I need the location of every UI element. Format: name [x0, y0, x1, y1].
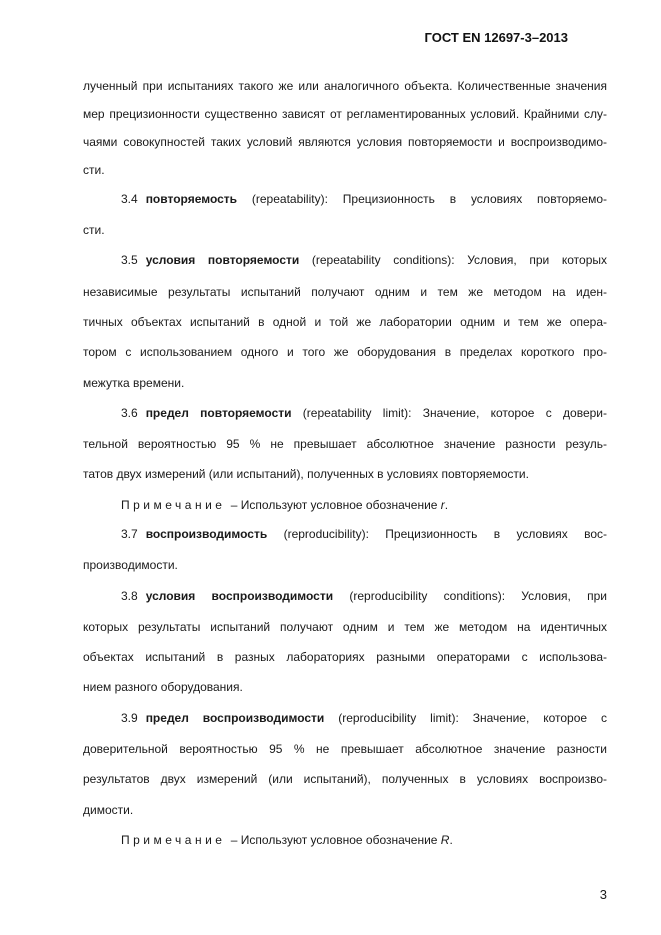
- definition-3-5-line-3: тичных объектах испытаний в одной и той же лаборатории одним и тем же опера-: [83, 315, 607, 329]
- definition-text: (reproducibility): Прецизионность в условиях вос-: [267, 527, 607, 541]
- definition-3-5-line-4: тором с использованием одного и того же оборудования в пределах короткого про-: [83, 345, 607, 359]
- definition-3-8: [121, 589, 607, 603]
- definition-text: (repeatability limit): Значение, которое с довери-: [291, 406, 608, 420]
- note-label: Примечание: [121, 498, 226, 512]
- note-symbol: r: [440, 498, 445, 512]
- term-repeatability-limit: предел повторяемости: [145, 406, 292, 420]
- note-text: – Используют условное обозначение: [227, 498, 441, 512]
- note-symbol: R: [440, 833, 450, 847]
- page-number: 3: [599, 887, 607, 902]
- definition-3-5-line-2: независимые результаты испытаний получают одним и тем же методом на иден-: [83, 285, 607, 299]
- intro-line-3: чаями совокупностей таких условий являются условия повторяемости и воспроизводимо-: [83, 135, 607, 149]
- section-number: 3.4: [121, 192, 138, 206]
- definition-text: (repeatability conditions): Условия, при которых: [299, 253, 607, 267]
- definition-3-5-line-5: межутка времени.: [83, 376, 185, 390]
- note-text: – Используют условное обозначение: [227, 833, 441, 847]
- term-repeatability-conditions: условия повторяемости: [145, 253, 300, 267]
- note-end: .: [444, 498, 449, 512]
- note-end: .: [449, 833, 453, 847]
- definition-text: (repeatability): Прецизионность в условиях повторяемо-: [237, 192, 607, 206]
- definition-3-8-line-2: которых результаты испытаний получают одним и тем же методом на идентичных: [83, 620, 607, 634]
- term-reproducibility-conditions: условия воспроизводимости: [145, 589, 334, 603]
- definition-3-7-line-2: производимости.: [83, 558, 178, 572]
- definition-3-4: [121, 192, 607, 206]
- definition-3-9-line-2: доверительной вероятностью 95 % не превышает абсолютное значение разности: [83, 742, 607, 756]
- definition-3-6: [121, 406, 607, 420]
- document-code: ГОСТ EN 12697-3–2013: [424, 30, 568, 45]
- definition-text: (reproducibility limit): Значение, которое с: [324, 711, 607, 725]
- section-number: 3.9: [121, 711, 138, 725]
- definition-3-9-line-3: результатов двух измерений (или испытаний), полученных в условиях воспроизво-: [83, 772, 607, 786]
- section-number: 3.5: [121, 253, 138, 267]
- note-label: Примечание: [121, 833, 226, 847]
- definition-3-8-line-3: объектах испытаний в разных лабораториях разными операторами с использова-: [83, 650, 607, 664]
- note-2: [121, 833, 607, 847]
- section-number: 3.7: [121, 527, 138, 541]
- section-number: 3.6: [121, 406, 138, 420]
- definition-text: (reproducibility conditions): Условия, при: [333, 589, 608, 603]
- definition-3-5: [121, 253, 607, 267]
- section-number: 3.8: [121, 589, 138, 603]
- definition-3-9: [121, 711, 607, 725]
- term-reproducibility-limit: предел воспроизводимости: [145, 711, 325, 725]
- intro-line-1: лученный при испытаниях такого же или аналогичного объекта. Количественные значения: [83, 79, 607, 93]
- intro-line-2: мер прецизионности существенно зависят от регламентированных условий. Крайними слу-: [83, 107, 607, 121]
- term-repeatability: повторяемость: [145, 192, 238, 206]
- term-reproducibility: воспроизводимость: [145, 527, 268, 541]
- definition-3-4-line-2: сти.: [83, 223, 105, 237]
- definition-3-7: [121, 527, 607, 541]
- intro-line-4: сти.: [83, 163, 105, 177]
- definition-3-9-line-4: димости.: [83, 803, 134, 817]
- definition-3-8-line-4: нием разного оборудования.: [83, 680, 243, 694]
- definition-3-6-line-2: тельной вероятностью 95 % не превышает абсолютное значение разности резуль-: [83, 437, 607, 451]
- definition-3-6-line-3: татов двух измерений (или испытаний), полученных в условиях повторяемости.: [83, 467, 529, 481]
- note-1: [121, 498, 607, 512]
